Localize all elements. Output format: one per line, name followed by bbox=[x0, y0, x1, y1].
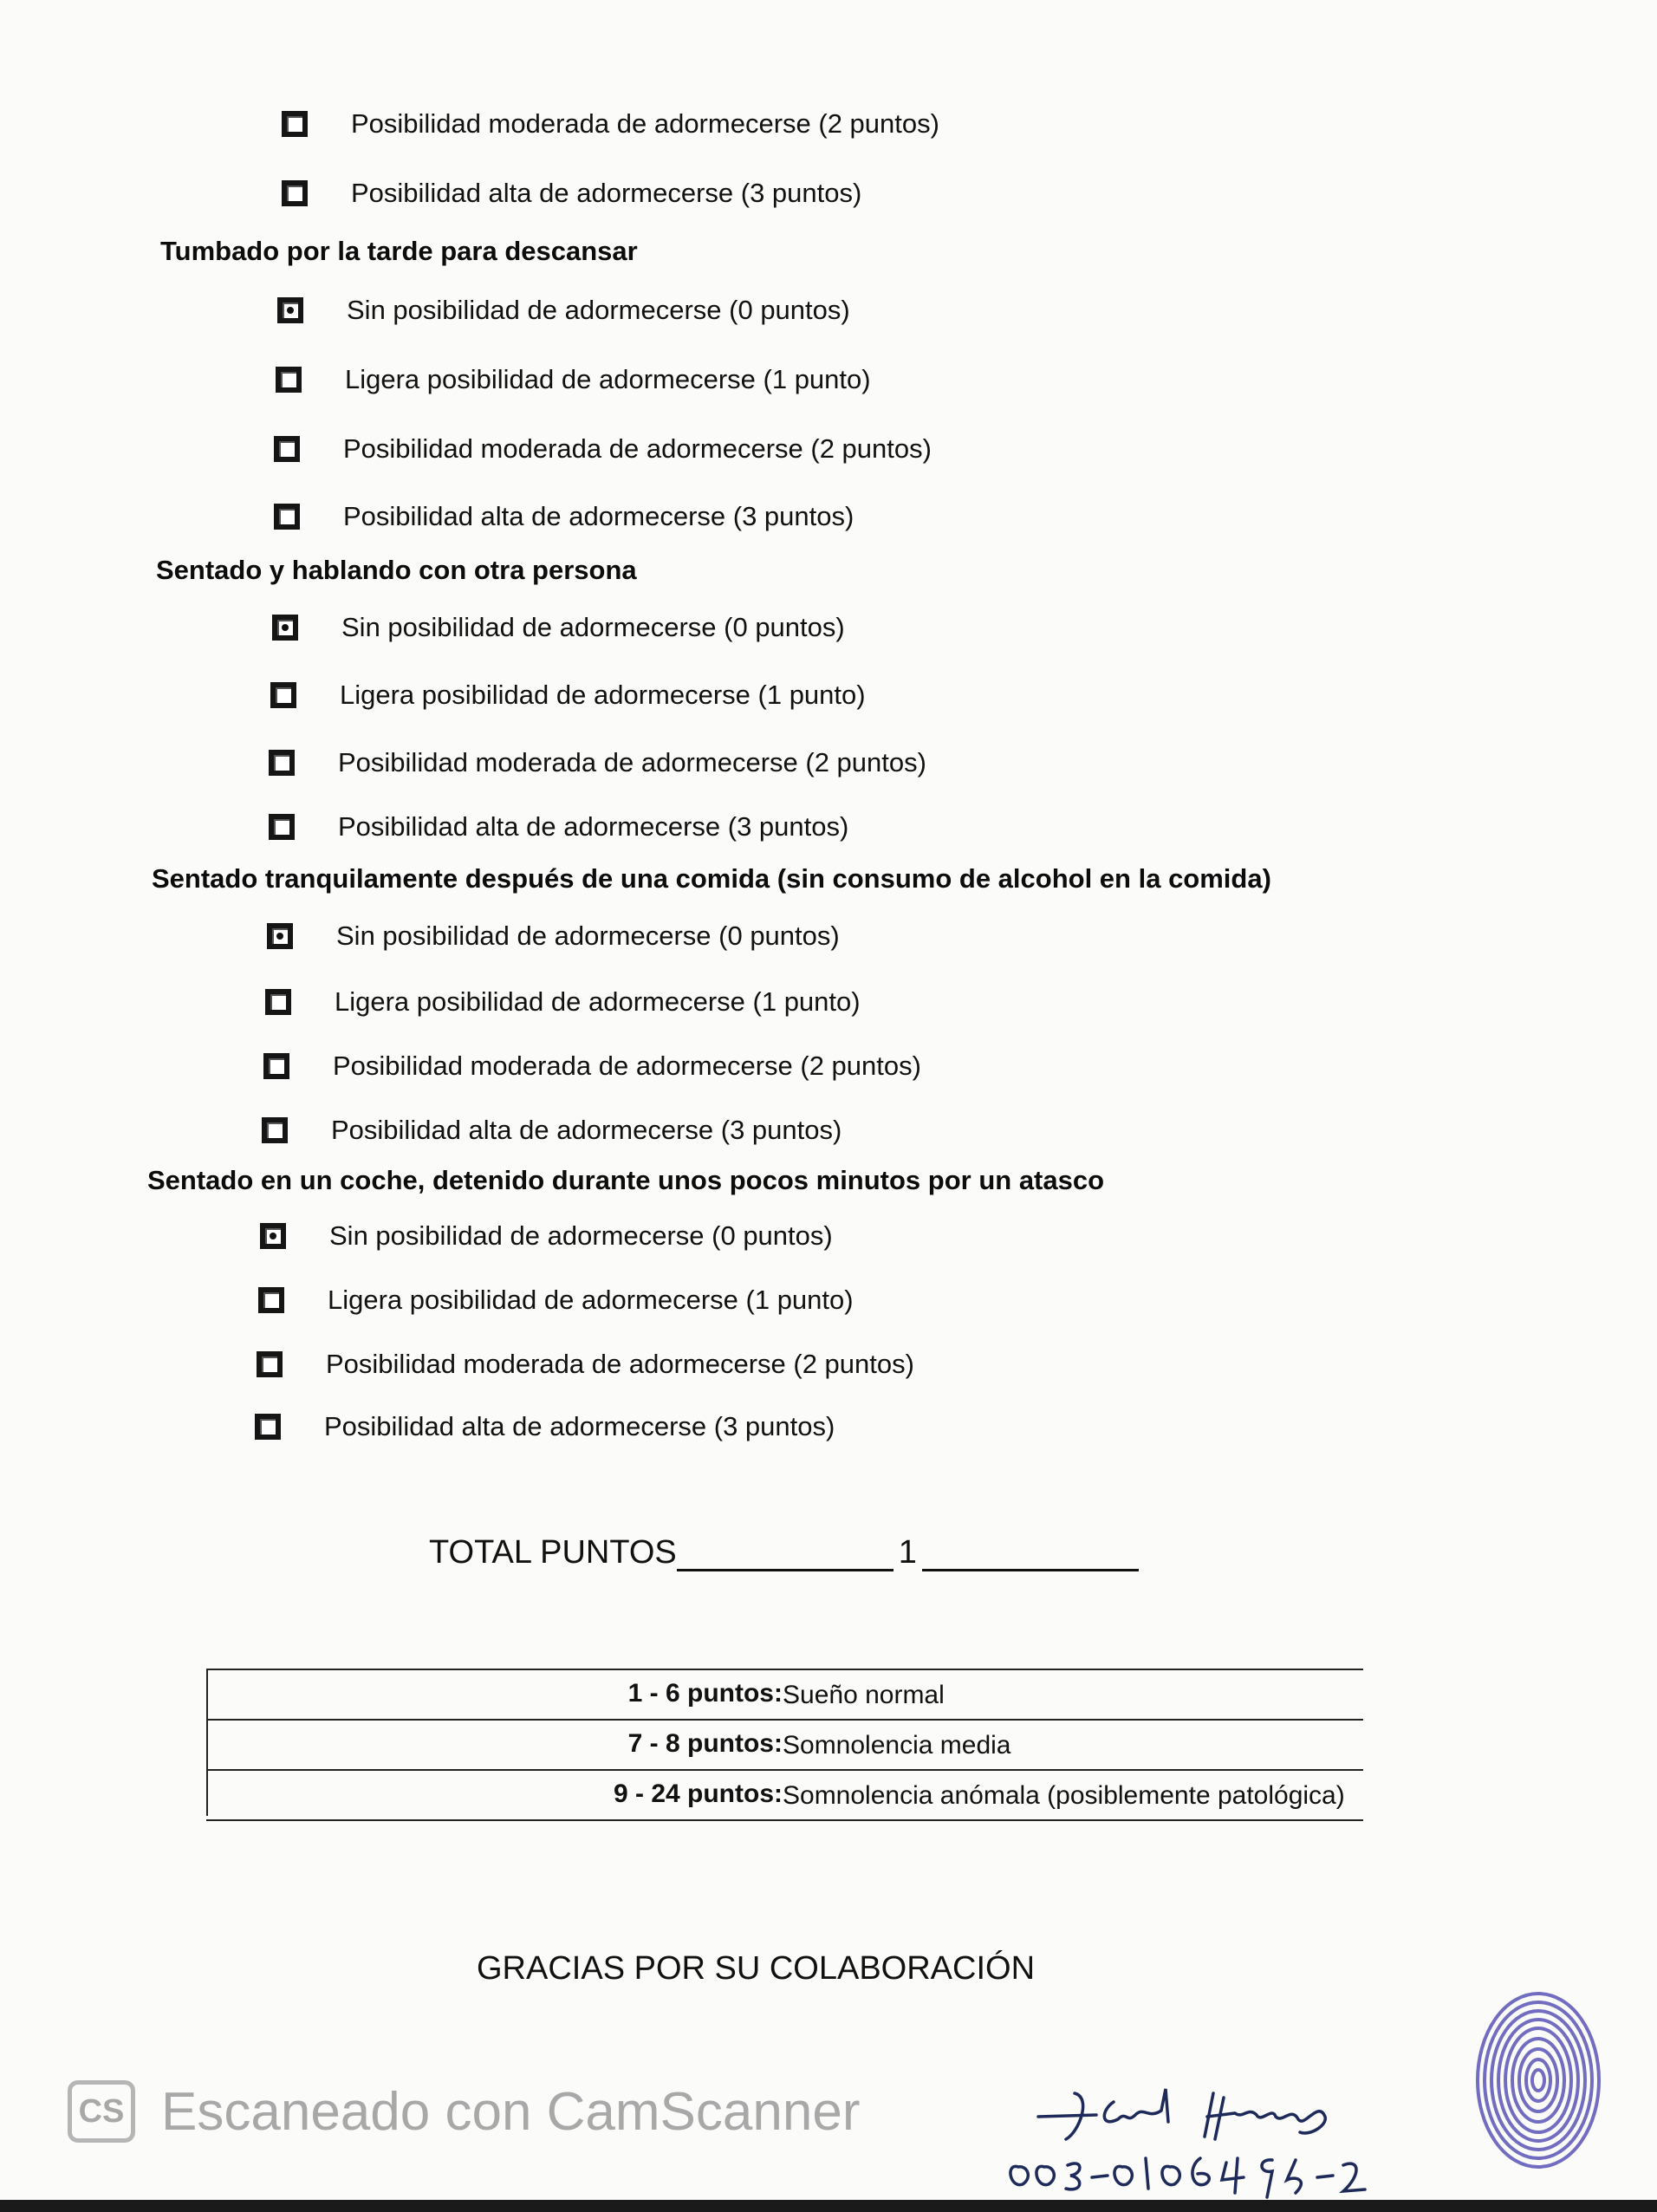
checkbox-checked[interactable] bbox=[272, 615, 298, 641]
option-s4-2pts[interactable] bbox=[257, 1349, 914, 1380]
legend-description: Somnolencia media bbox=[783, 1731, 1011, 1760]
option-label: Sin posibilidad de adormecerse (0 puntos) bbox=[336, 921, 840, 951]
legend-description: Somnolencia anómala (posiblemente patológica) bbox=[783, 1781, 1345, 1810]
checkbox[interactable] bbox=[265, 989, 291, 1015]
checkbox[interactable] bbox=[270, 682, 296, 708]
option-s2-1pt[interactable] bbox=[270, 680, 866, 711]
option-label: Ligera posibilidad de adormecerse (1 punto) bbox=[340, 680, 866, 710]
checkbox-checked[interactable] bbox=[277, 297, 303, 323]
option-label: Sin posibilidad de adormecerse (0 puntos) bbox=[347, 295, 850, 325]
option-label: Posibilidad moderada de adormecerse (2 puntos) bbox=[333, 1051, 921, 1081]
checkbox[interactable] bbox=[269, 814, 295, 840]
total-label: TOTAL PUNTOS bbox=[429, 1534, 677, 1571]
section-title-hablando: Sentado y hablando con otra persona bbox=[156, 555, 637, 585]
option-s1-3pts[interactable] bbox=[274, 501, 854, 532]
option-s4-3pts[interactable] bbox=[255, 1411, 835, 1442]
option-label: Posibilidad moderada de adormecerse (2 puntos) bbox=[343, 433, 932, 464]
thanks-message: GRACIAS POR SU COLABORACIÓN bbox=[477, 1950, 1036, 1987]
checkbox[interactable] bbox=[282, 180, 308, 206]
total-underline-right bbox=[922, 1538, 1139, 1571]
option-s3-3pts[interactable] bbox=[262, 1115, 841, 1146]
section-title-coche: Sentado en un coche, detenido durante unos pocos minutos por un atasco bbox=[147, 1165, 1105, 1195]
option-s4-1pt[interactable] bbox=[258, 1285, 854, 1316]
option-s0-2pts[interactable] bbox=[282, 108, 939, 140]
section-title-comida: Sentado tranquilamente después de una comida (sin consumo de alcohol en la comida) bbox=[152, 863, 1271, 894]
checkbox[interactable] bbox=[274, 436, 300, 462]
legend-row bbox=[206, 1669, 1363, 1719]
checkbox[interactable] bbox=[262, 1117, 288, 1143]
score-legend-table bbox=[206, 1669, 1363, 1821]
legend-row bbox=[206, 1769, 1363, 1821]
option-label: Posibilidad moderada de adormecerse (2 puntos) bbox=[326, 1349, 914, 1379]
checkbox[interactable] bbox=[257, 1351, 283, 1377]
checkbox[interactable] bbox=[263, 1053, 289, 1079]
option-s2-3pts[interactable] bbox=[269, 811, 848, 843]
option-label: Posibilidad alta de adormecerse (3 puntos) bbox=[343, 501, 854, 531]
option-label: Sin posibilidad de adormecerse (0 puntos) bbox=[341, 612, 845, 642]
total-value[interactable]: 1 bbox=[898, 1534, 917, 1571]
signature-image bbox=[997, 2072, 1378, 2202]
checkbox-checked[interactable] bbox=[267, 923, 293, 949]
watermark-text: Escaneado con CamScanner bbox=[161, 2081, 861, 2142]
option-label: Posibilidad alta de adormecerse (3 puntos) bbox=[324, 1411, 835, 1441]
option-s1-2pts[interactable] bbox=[274, 433, 932, 465]
checkbox[interactable] bbox=[269, 750, 295, 776]
option-s2-2pts[interactable] bbox=[269, 747, 926, 778]
checkbox[interactable] bbox=[274, 504, 300, 530]
section-title-tumbado: Tumbado por la tarde para descansar bbox=[160, 236, 638, 266]
option-s3-0pts[interactable] bbox=[267, 921, 840, 952]
total-underline-left bbox=[677, 1538, 893, 1571]
checkbox[interactable] bbox=[282, 111, 308, 137]
scan-edge bbox=[0, 2200, 1657, 2212]
legend-row bbox=[206, 1719, 1363, 1769]
checkbox[interactable] bbox=[255, 1414, 281, 1440]
option-label: Ligera posibilidad de adormecerse (1 punto) bbox=[345, 364, 871, 394]
option-label: Posibilidad alta de adormecerse (3 puntos) bbox=[331, 1115, 842, 1145]
legend-range: 7 - 8 puntos: bbox=[627, 1729, 783, 1758]
legend-description: Sueño normal bbox=[783, 1681, 945, 1709]
option-s1-1pt[interactable] bbox=[276, 364, 871, 395]
camscanner-logo: CS bbox=[68, 2080, 135, 2143]
option-s1-0pts[interactable] bbox=[277, 295, 850, 326]
option-label: Posibilidad moderada de adormecerse (2 puntos) bbox=[338, 747, 926, 777]
option-s0-3pts[interactable] bbox=[282, 178, 861, 209]
checkbox-checked[interactable] bbox=[260, 1223, 286, 1249]
option-label: Ligera posibilidad de adormecerse (1 punto) bbox=[335, 986, 861, 1017]
option-label: Posibilidad alta de adormecerse (3 puntos) bbox=[338, 811, 849, 842]
option-label: Posibilidad moderada de adormecerse (2 puntos) bbox=[351, 108, 939, 139]
legend-range: 1 - 6 puntos: bbox=[627, 1679, 783, 1708]
total-points bbox=[429, 1534, 1139, 1571]
option-label: Ligera posibilidad de adormecerse (1 punto) bbox=[328, 1285, 854, 1315]
fingerprint-icon bbox=[1447, 1976, 1612, 2193]
option-s2-0pts[interactable] bbox=[272, 612, 845, 643]
option-s3-1pt[interactable] bbox=[265, 986, 861, 1018]
option-s4-0pts[interactable] bbox=[260, 1220, 833, 1252]
option-s3-2pts[interactable] bbox=[263, 1051, 921, 1082]
checkbox[interactable] bbox=[258, 1287, 284, 1313]
legend-range: 9 - 24 puntos: bbox=[613, 1779, 783, 1808]
camscanner-watermark bbox=[68, 2080, 860, 2143]
option-label: Sin posibilidad de adormecerse (0 puntos) bbox=[329, 1220, 833, 1251]
checkbox[interactable] bbox=[276, 367, 302, 393]
option-label: Posibilidad alta de adormecerse (3 puntos) bbox=[351, 178, 862, 208]
